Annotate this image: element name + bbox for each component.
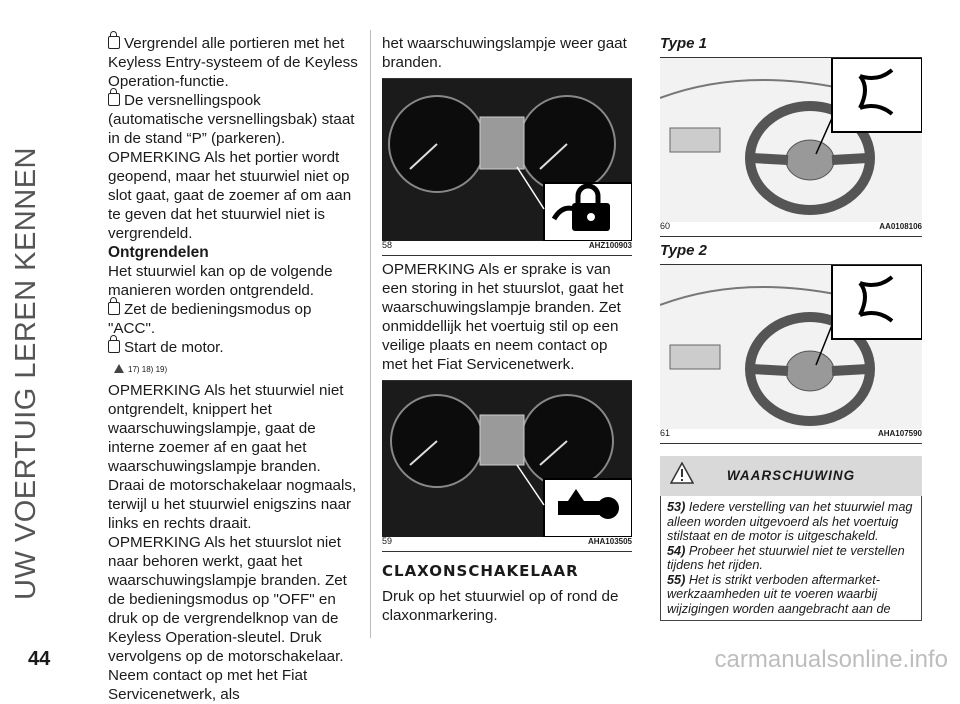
figure-code: AHA107590 xyxy=(877,429,922,438)
note-paragraph: OPMERKING Als het stuurslot niet naar behoren werkt, gaat het waarschuwingslampje branden. Zet de bedieningsmodus op "OFF" en druk op de vergrendelknop van de Keyless Operation-sleutel. Druk vervolgens op de motorschakelaar. Neem contact op met het Fiat Servicenetwerk, als xyxy=(108,534,347,703)
figure-caption xyxy=(382,236,632,255)
column-1 xyxy=(108,34,360,704)
figure-58 xyxy=(382,78,632,256)
warning-header xyxy=(660,456,922,496)
lock-icon xyxy=(108,36,120,49)
side-chapter-title: UW VOERTUIG LEREN KENNEN xyxy=(10,147,42,600)
watermark: carmanualsonline.info xyxy=(714,646,948,673)
warning-references: 17) 18) 19) xyxy=(114,360,360,379)
lock-icon xyxy=(108,93,120,106)
warning-title: WAARSCHUWING xyxy=(726,468,856,483)
note-paragraph: OPMERKING Als er sprake is van een storing in het stuurslot, gaat het waarschuwingslampje branden. Zet onmiddellijk het voertuig stil op een veilige plaats en neem contact op met het Fiat Servicenetwerk. xyxy=(382,261,624,373)
figure-61-image xyxy=(660,265,922,429)
figure-caption xyxy=(660,217,922,236)
figure-number: 60 xyxy=(660,221,671,231)
paragraph: Zet de bedieningsmodus op "ACC". xyxy=(108,301,312,337)
figure-number: 59 xyxy=(382,536,393,546)
section-heading-unlock: Ontgrendelen xyxy=(108,244,209,261)
column-3 xyxy=(660,34,922,444)
warning-triangle-icon xyxy=(114,364,124,373)
warning-triangle-icon xyxy=(670,462,694,484)
lock-icon xyxy=(108,340,120,353)
warning-body xyxy=(660,496,922,621)
warning-item: 55) Het is strikt verboden aftermarket-werkzaamheden uit te voeren waarbij wijzigingen worden aangebracht aan de xyxy=(667,572,891,616)
instrument-cluster-image xyxy=(382,381,632,537)
note-paragraph: OPMERKING Als het portier wordt geopend, maar het stuurwiel niet op slot gaat, gaat de zoemer af om aan te geven dat het stuurwiel niet is vergrendeld. xyxy=(108,149,352,242)
lock-icon xyxy=(108,302,120,315)
column-2 xyxy=(382,34,632,625)
figure-58-image xyxy=(382,79,632,241)
figure-60-image xyxy=(660,58,922,222)
paragraph: het waarschuwingslampje weer gaat branden. xyxy=(382,35,627,71)
figure-code: AHA103505 xyxy=(587,537,632,546)
figure-caption xyxy=(382,532,632,551)
figure-59-image xyxy=(382,381,632,537)
figure-caption xyxy=(660,424,922,443)
paragraph: Start de motor. xyxy=(108,338,360,357)
steering-wheel-image xyxy=(660,265,922,429)
figure-60 xyxy=(660,57,922,237)
figure-number: 61 xyxy=(660,428,671,438)
figure-59 xyxy=(382,380,632,552)
warning-item: 54) Probeer het stuurwiel niet te verstellen tijdens het rijden. xyxy=(667,543,905,572)
page-number: 44 xyxy=(28,648,51,670)
paragraph: Het stuurwiel kan op de volgende manieren worden ontgrendeld. xyxy=(108,263,333,299)
warning-item: 53) Iedere verstelling van het stuurwiel mag alleen worden uitgevoerd als het voertuig stilstaat en de motor is uitgeschakeld. xyxy=(667,500,913,543)
section-heading-horn: CLAXONSCHAKELAAR xyxy=(382,562,579,580)
paragraph: De versnellingspook (automatische versnellingsbak) staat in de stand “P” (parkeren). xyxy=(108,92,355,147)
figure-61 xyxy=(660,264,922,444)
type-1-label: Type 1 xyxy=(660,35,707,52)
note-paragraph: OPMERKING Als het stuurwiel niet ontgrendelt, knippert het waarschuwingslampje, gaat de interne zoemer af en gaat het waarschuwingslampje branden. Draai de motorschakelaar nogmaals, terwijl u het stuurwiel enigszins naar links en rechts draait. xyxy=(108,382,357,532)
instrument-cluster-image xyxy=(382,79,632,241)
paragraph: Druk op het stuurwiel op of rond de claxonmarkering. xyxy=(382,588,619,624)
column-divider xyxy=(370,30,371,638)
figure-code: AHZ100903 xyxy=(588,241,632,250)
figure-code: AA0108106 xyxy=(879,222,922,231)
type-2-label: Type 2 xyxy=(660,242,707,259)
figure-number: 58 xyxy=(382,240,393,250)
paragraph: Vergrendel alle portieren met het Keyless Entry-systeem of de Keyless Operation-functie. xyxy=(108,35,358,90)
steering-wheel-image xyxy=(660,58,922,222)
warning-box xyxy=(660,456,922,638)
